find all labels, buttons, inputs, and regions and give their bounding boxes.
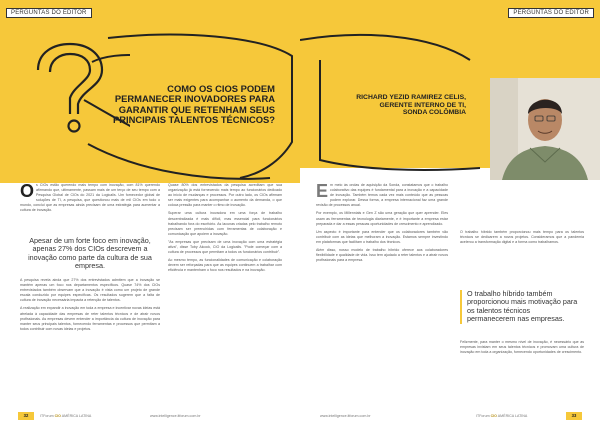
page-footer — [0, 412, 300, 420]
paragraph: Por exemplo, os Millennials e Gen Z são uma geração que quer aprender. Eles usam as ferramentas de tecnologia diariamente, e é importante a empresa estar preparada e dar a essas pessoas oportunidades de crescimento e aprendizado. — [316, 211, 448, 226]
paragraph: O trabalho híbrido também proporcionou mais tempo para os talentos técnicos se dedicarem a novos projetos. Consideramos que a pandemia acelerou a transformação digital e a forma como trabalhamos. — [460, 230, 584, 245]
drop-cap: E — [316, 183, 329, 201]
person-portrait-icon — [490, 78, 600, 180]
footer-brand: ITForum CIO AMÉRICA LATINA — [476, 414, 528, 418]
section-tag: PERGUNTAS DO EDITOR — [6, 8, 92, 18]
footer-brand: ITForum CIO AMÉRICA LATINA — [40, 414, 92, 418]
right-column-1 — [316, 183, 448, 403]
left-column-1-top — [20, 183, 160, 237]
paragraph: A pesquisa revela ainda que 27% dos entrevistados admitem que a inovação se mantém apenas um foco nos departamentos específicos. Quase 74% dos CIOs entrevistados também observam que a inovação é vista como um projeto de grande escala conduzido por equipes específicas. Os resultados sugerem que a falta de cultura de inovação necessária impacta a retenção de talentos. — [20, 278, 160, 303]
paragraph: Ao mesmo tempo, as funcionalidades de comunicação e colaboração devem ser reforçadas para que as equipes continuem a trabalhar com eficiência e mantenham o foco nos resultados e na inovação. — [168, 258, 282, 273]
paragraph: s CIOs estão querendo mais tempo com inovação, com 81% querendo afirmando que, ultimamente, passam mais de um terço de seu tempo com a Pesquisa Global de CIOs do 2021 da Logicalis. Um fornecedor global de soluções de TI, a pesquisa, que questionou mais de mil CIOs em todo o mundo, conclui que as empresas ainda precisam de uma estratégia para aumentar a cultura de inovação. — [20, 183, 160, 213]
paragraph: Superar uma cultura inovadora em uma força de trabalho descentralizada é mais difícil, mas essencial para funcionários trabalhando fora do escritório. As lacunas criadas pelo trabalho remoto precisam ser preenchidas com ferramentas de colaboração e comunicação que apoiem a inovação. — [168, 211, 282, 236]
paragraph: Felizmente, para manter o mesmo nível de inovação, é necessário que as empresas invistam em seus talentos técnicos e promovam uma cultura de inovação em toda a organização, fornecendo oportunidades de crescimento. — [460, 340, 584, 355]
paragraph: Além disso, nosso modelo de trabalho híbrido oferece aos colaboradores flexibilidade e qualidade de vida. Isso tem ajudado a reter talentos e a atrair novos profissionais para a empresa. — [316, 248, 448, 263]
pull-quote: O trabalho híbrido também proporcionou mais motivação para os talentos técnicos permanecerem nas empresas. — [460, 290, 580, 324]
portrait-photo — [490, 78, 600, 180]
paragraph: A realização em expandir a inovação em toda a empresa e incentivar novas ideias está atrelada à capacidade das empresas de reter talentos técnicos e de atrair novos profissionais. As empresas devem entender a importância da cultura de inovação para manter seus principais talentos, fornecendo ferramentas e processos que permitam a todos contribuir com novas ideias e projetos. — [20, 306, 160, 331]
footer-url: www.intelligence.itforum.com.br — [150, 414, 201, 418]
left-column-2 — [168, 183, 282, 403]
left-column-1-bottom — [20, 278, 160, 403]
drop-cap: O — [20, 183, 35, 201]
paragraph: Quase 80% dos entrevistados da pesquisa acreditam que sua organização já está fornecendo mais tempo ao funcionários dedicado ao início de mudanças e processos. Por outro lado, os CIOs afirmam ser mais exigentes para acompanhar o aumento da demanda, o que coloca pressão para manter o ritmo de inovação. — [168, 183, 282, 208]
page-footer — [300, 412, 600, 420]
section-tag: PERGUNTAS DO EDITOR — [508, 8, 594, 18]
right-column-2-bottom — [460, 340, 584, 403]
paragraph: "As empresas que precisam de uma inovação com uma estratégia ativa", disse Toby Alcock, CIO da Logicalis. "Pode começar com a cultura de processos que permitam a todos os funcionários contribuir". — [168, 239, 282, 255]
page-number: 32 — [18, 412, 34, 420]
paragraph: m meio às ondas de aquisição da Sonda, constatamos que o trabalho colaborativo das equipes é fundamental para a inovação e a capacidade de inovação. Também temos cada vez mais conteúdo que as pessoas podem explorar. Dessa forma, a empresa internacional faz uma grande revisão de processos anual. — [316, 183, 448, 208]
paragraph: Um aspecto é importante para entender que os colaboradores também vão contribuir com as ideias que melhoram a inovação. Estamos sempre investindo em plataformas que facilitam o trabalho dos técnicos. — [316, 229, 448, 244]
pull-quote: Apesar de um forte foco em inovação, apenas 27% dos CIOs descrevem a inovação como parte da cultura de sua empresa. — [28, 236, 152, 271]
footer-url: www.intelligence.itforum.com.br — [320, 414, 371, 418]
right-column-2-top — [460, 230, 584, 286]
page-number: 33 — [566, 412, 582, 420]
article-headline: COMO OS CIOS PODEM PERMANECER INOVADORES PARA GARANTIR QUE RETENHAM SEUS PRINCIPAIS TALENTOS TÉCNICOS? — [113, 83, 275, 126]
right-page — [300, 0, 600, 424]
interviewee-name: RICHARD YEZID RAMIREZ CELIS, GERENTE INTERNO DE TI, SONDA COLÔMBIA — [356, 94, 466, 117]
